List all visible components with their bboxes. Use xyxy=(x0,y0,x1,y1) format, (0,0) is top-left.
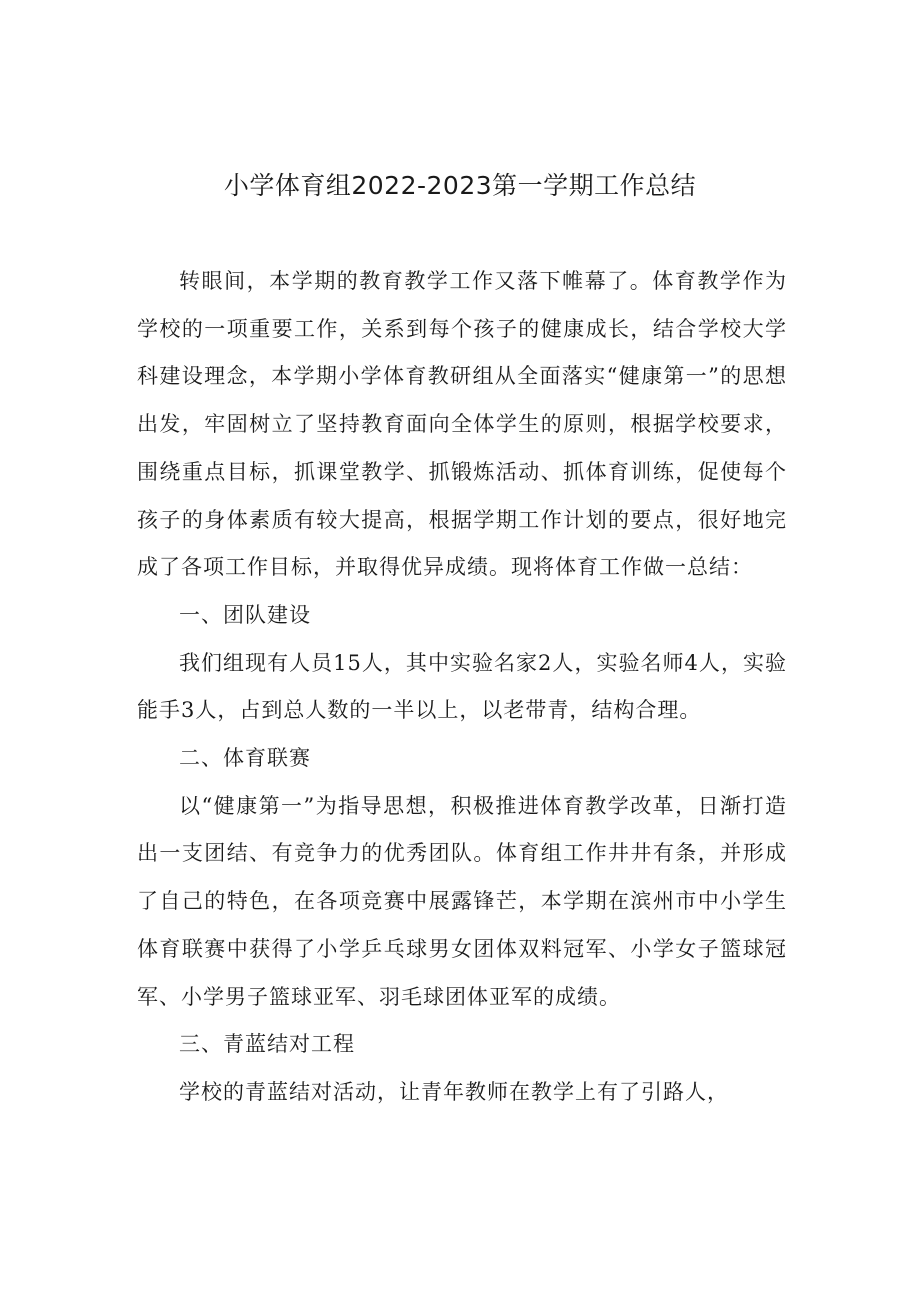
team-paragraph: 我们组现有人员15人，其中实验名家2人，实验名师4人，实验能手3人，占到总人数的一半以上，以老带青，结构合理。 xyxy=(137,650,787,723)
document-title: 小学体育组2022-2023第一学期工作总结 xyxy=(223,171,697,200)
section-heading-team: 一、团队建设 xyxy=(179,602,311,627)
mentoring-paragraph: 学校的青蓝结对活动，让青年教师在教学上有了引路人， xyxy=(179,1079,729,1104)
section-heading-mentoring: 三、青蓝结对工程 xyxy=(179,1032,355,1057)
section-heading-league: 二、体育联赛 xyxy=(179,746,311,771)
intro-paragraph: 转眼间，本学期的教育教学工作又落下帷幕了。体育教学作为学校的一项重要工作，关系到每个孩子的健康成长，结合学校大学科建设理念，本学期小学体育教研组从全面落实“健康第一”的思想出发，牢固树立了坚持教育面向全体学生的原则，根据学校要求，围绕重点目标，抓课堂教学、抓锻炼活动、抓体育训练，促使每个孩子的身体素质有较大提高，根据学期工作计划的要点，很好地完成了各项工作目标，并取得优异成绩。现将体育工作做一总结： xyxy=(137,269,787,580)
document-body xyxy=(137,258,787,1117)
league-paragraph: 以“健康第一”为指导思想，积极推进体育教学改革，日渐打造出一支团结、有竞争力的优秀团队。体育组工作井井有条，并形成了自己的特色，在各项竞赛中展露锋芒，本学期在滨州市中小学生体育联赛中获得了小学乒乓球男女团体双料冠军、小学女子篮球冠军、小学男子篮球亚军、羽毛球团体亚军的成绩。 xyxy=(137,793,787,1009)
